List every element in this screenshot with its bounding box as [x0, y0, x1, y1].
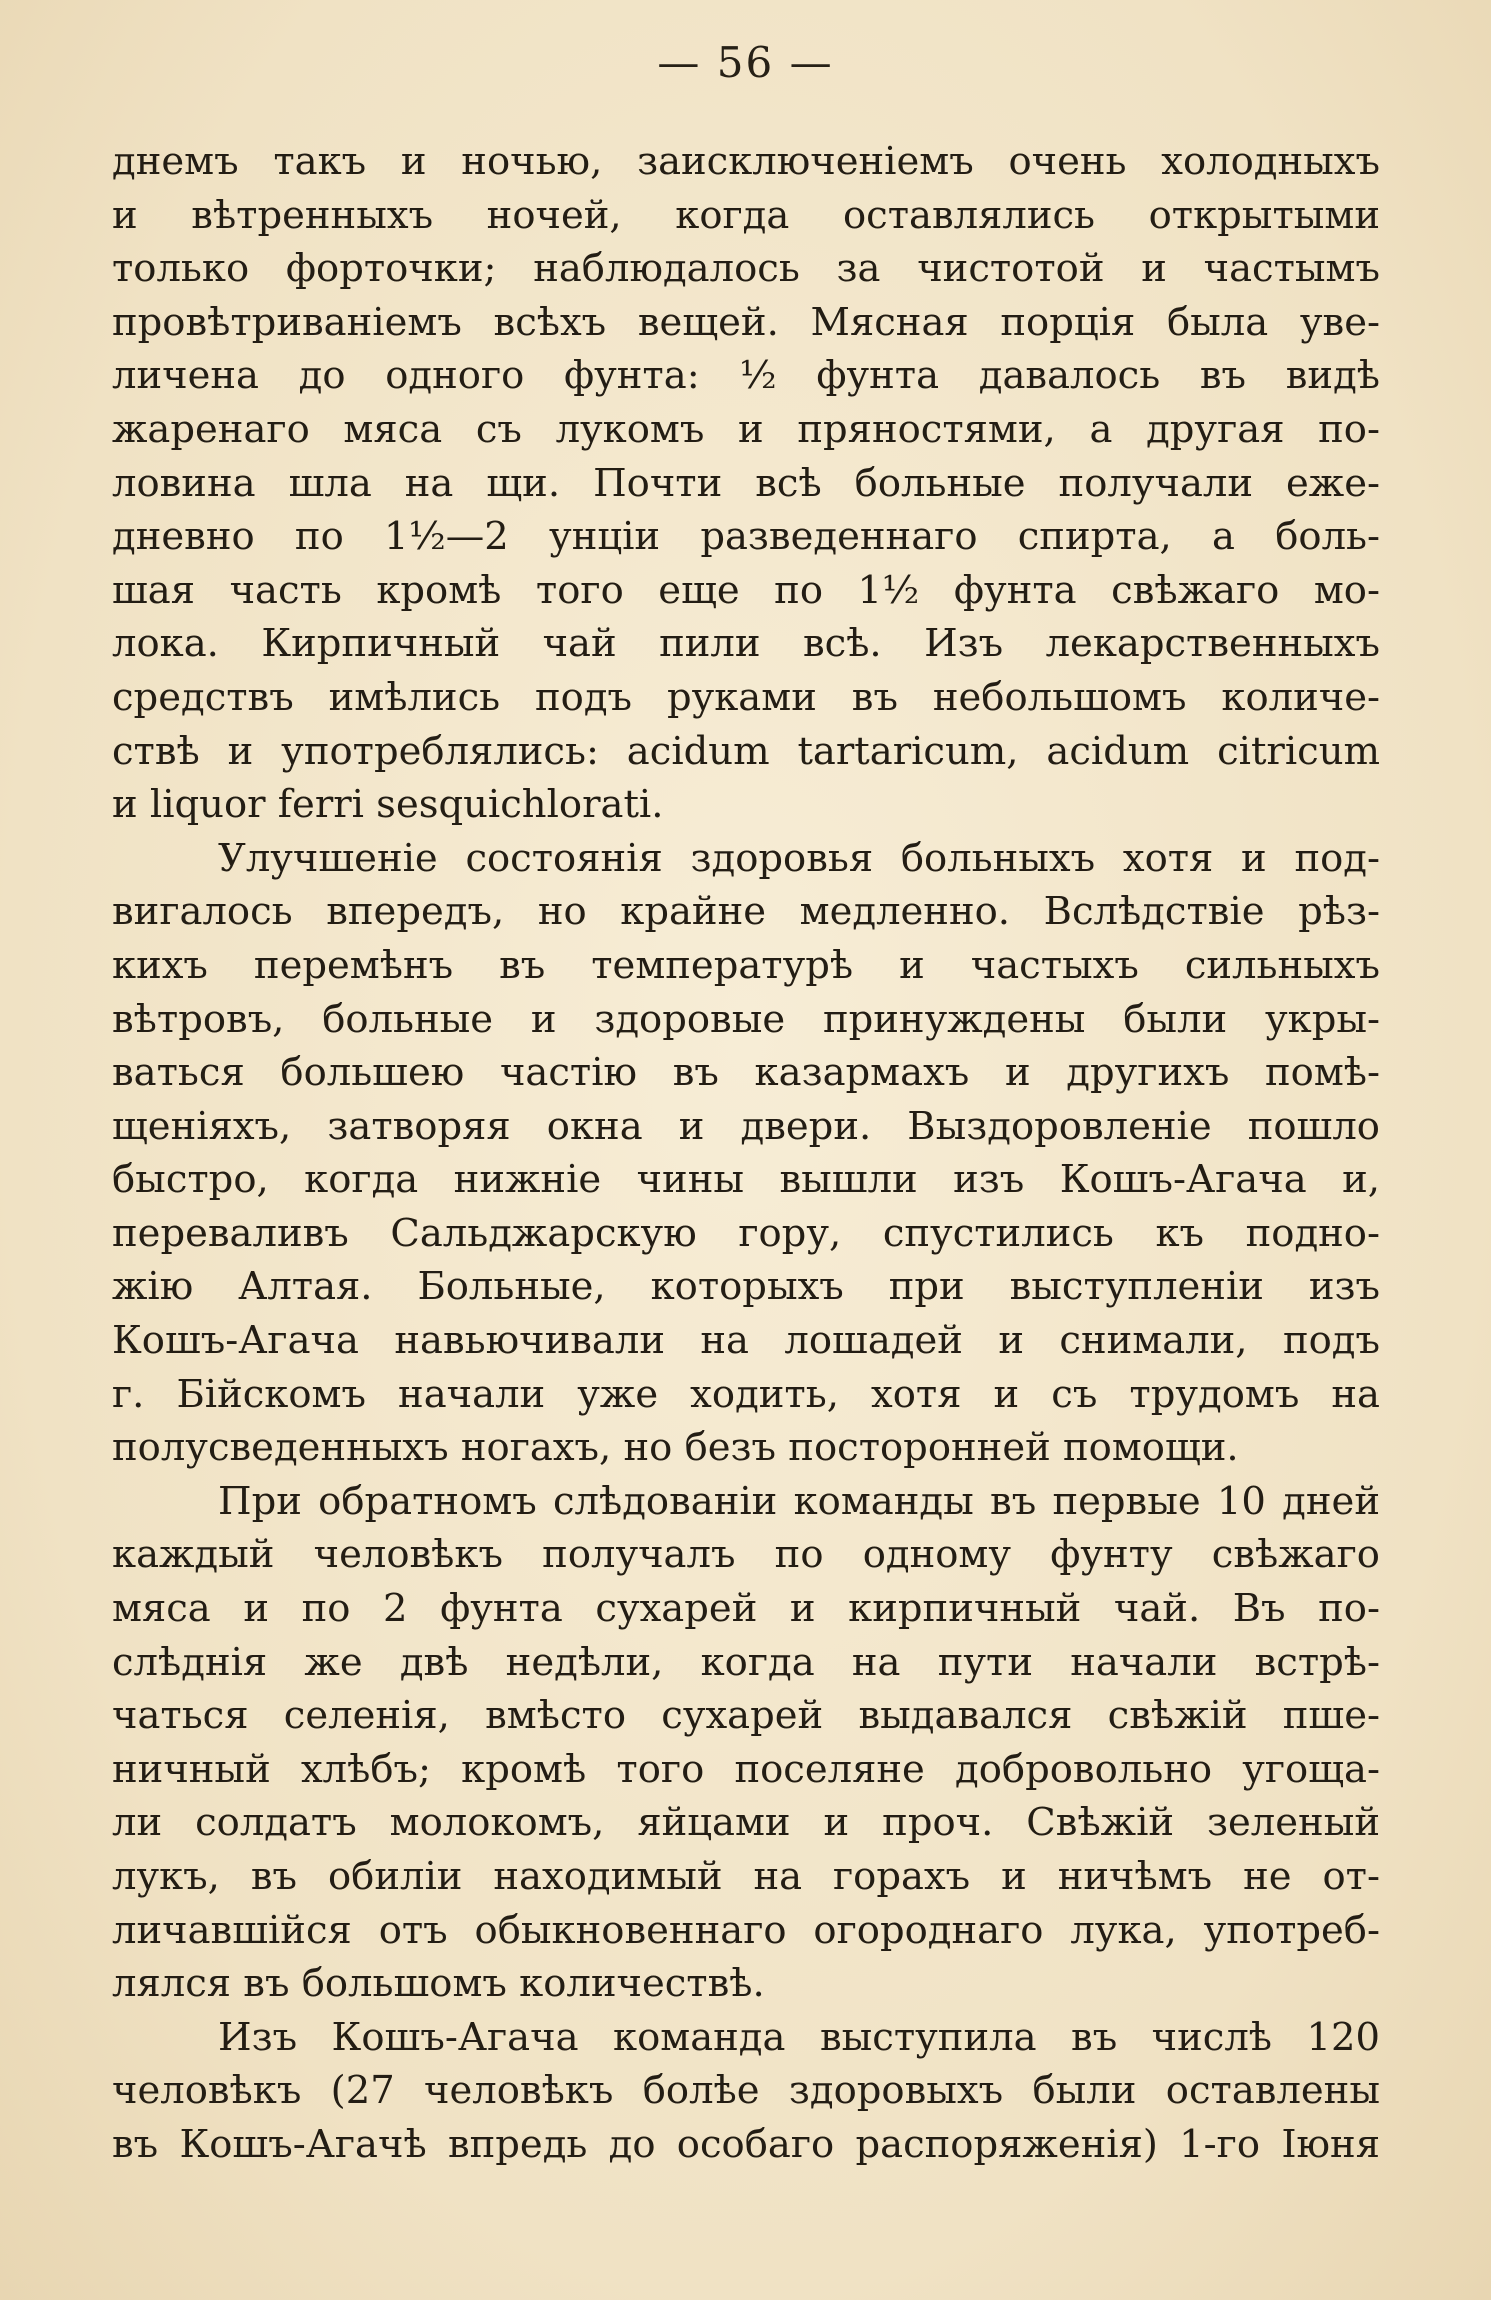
- text-line: мяса и по 2 фунта сухарей и кирпичный чай. Въ по-: [112, 1586, 1380, 1632]
- text-line: личена до одного фунта: ½ фунта давалось въ видѣ: [112, 353, 1380, 399]
- text-line: жаренаго мяса съ лукомъ и пряностями, а другая по-: [112, 406, 1380, 452]
- text-line: кихъ перемѣнъ въ температурѣ и частыхъ сильныхъ: [112, 942, 1380, 988]
- text-line: При обратномъ слѣдованіи команды въ первые 10 дней: [218, 1478, 1380, 1524]
- text-line: ли солдатъ молокомъ, яйцами и проч. Свѣжій зеленый: [112, 1800, 1380, 1846]
- text-line: вѣтровъ, больные и здоровые принуждены были укры-: [112, 996, 1380, 1042]
- text-line: Улучшеніе состоянія здоровья больныхъ хотя и под-: [218, 835, 1380, 881]
- text-line: средствъ имѣлись подъ руками въ небольшомъ количе-: [112, 674, 1380, 720]
- text-line: дневно по 1½—2 унціи разведеннаго спирта, а боль-: [112, 514, 1380, 560]
- text-line: лока. Кирпичный чай пили всѣ. Изъ лекарственныхъ: [112, 621, 1380, 667]
- text-line: человѣкъ (27 человѣкъ болѣе здоровыхъ были оставлены: [112, 2068, 1380, 2114]
- text-line: чаться селенія, вмѣсто сухарей выдавался свѣжій пше-: [112, 1693, 1380, 1739]
- text-line: переваливъ Сальджарскую гору, спустились къ подно-: [112, 1210, 1380, 1256]
- text-line: Изъ Кошъ-Агача команда выступила въ числѣ 120: [218, 2014, 1380, 2060]
- paragraph-4: [112, 2011, 1380, 2172]
- text-line: ваться большею частію въ казармахъ и другихъ помѣ-: [112, 1050, 1380, 1096]
- paragraph-3: [112, 1475, 1380, 2011]
- text-line: ничный хлѣбъ; кромѣ того поселяне добровольно угоща-: [112, 1746, 1380, 1792]
- text-line: вигалось впередъ, но крайне медленно. Вслѣдствіе рѣз-: [112, 889, 1380, 935]
- text-line: днемъ такъ и ночью, заисключеніемъ очень холодныхъ: [112, 139, 1380, 184]
- text-line: въ Кошъ-Агачѣ впредь до особаго распоряженія) 1-го Іюня: [112, 2121, 1380, 2167]
- body-text: [112, 135, 1380, 2172]
- text-line: жію Алтая. Больные, которыхъ при выступленіи изъ: [112, 1264, 1380, 1310]
- text-line: и вѣтренныхъ ночей, когда оставлялись открытыми: [112, 192, 1380, 238]
- text-line: шая часть кромѣ того еще по 1½ фунта свѣжаго мо-: [112, 567, 1380, 613]
- paragraph-2: [112, 832, 1380, 1475]
- text-line: каждый человѣкъ получалъ по одному фунту свѣжаго: [112, 1532, 1380, 1578]
- text-line: быстро, когда нижніе чины вышли изъ Кошъ-Агача и,: [112, 1157, 1380, 1203]
- text-line: ствѣ и употреблялись: acidum tartaricum, acidum citricum: [112, 728, 1380, 774]
- text-line: слѣднія же двѣ недѣли, когда на пути начали встрѣ-: [112, 1639, 1380, 1685]
- text-line: г. Бійскомъ начали уже ходить, хотя и съ трудомъ на: [112, 1371, 1380, 1417]
- text-line: полусведенныхъ ногахъ, но безъ посторонней помощи.: [112, 1425, 1239, 1471]
- text-line: личавшійся отъ обыкновеннаго огороднаго лука, употреб-: [112, 1907, 1380, 1953]
- text-line: и liquor ferri sesquichlorati.: [112, 782, 664, 828]
- text-line: щеніяхъ, затворяя окна и двери. Выздоровленіе пошло: [112, 1103, 1380, 1149]
- paragraph-1: [112, 135, 1380, 832]
- text-line: лукъ, въ обиліи находимый на горахъ и ничѣмъ не от-: [112, 1854, 1380, 1899]
- text-line: только форточки; наблюдалось за чистотой и частымъ: [112, 246, 1380, 292]
- text-line: лялся въ большомъ количествѣ.: [112, 1961, 765, 2007]
- text-line: ловина шла на щи. Почти всѣ больные получали еже-: [112, 460, 1380, 506]
- page-number: — 56 —: [657, 38, 834, 87]
- text-line: Кошъ-Агача навьючивали на лошадей и снимали, подъ: [112, 1318, 1380, 1364]
- text-line: провѣтриваніемъ всѣхъ вещей. Мясная порція была уве-: [112, 299, 1380, 345]
